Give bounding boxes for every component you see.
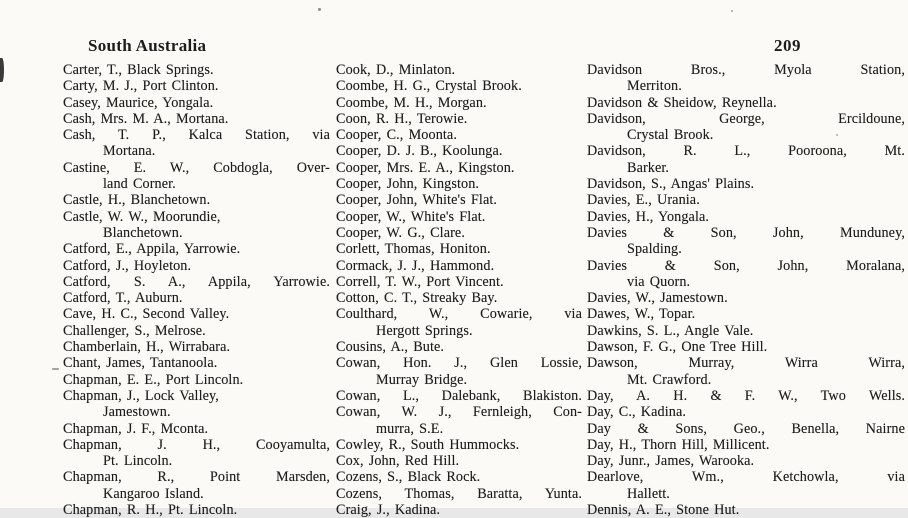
directory-entry-line: Davidson & Sheidow, Reynella. bbox=[587, 94, 777, 111]
directory-entry-line: Day, C., Kadina. bbox=[587, 404, 687, 421]
directory-entry-line: Dawkins, S. L., Angle Vale. bbox=[587, 322, 754, 339]
directory-entry-line: Dearlove, Wm., Ketchowla, via bbox=[587, 469, 905, 486]
directory-entry-line: Cave, H. C., Second Valley. bbox=[63, 306, 230, 323]
directory-entry-line: Dawson, Murray, Wirra Wirra, bbox=[587, 355, 905, 372]
directory-entry-line: Catford, T., Auburn. bbox=[63, 290, 183, 307]
directory-entry-line: Mortana. bbox=[103, 143, 156, 160]
directory-entry-line: Day, A. H. & F. W., Two Wells. bbox=[587, 387, 905, 404]
scan-artifact bbox=[836, 134, 838, 136]
directory-entry-line: Cowan, L., Dalebank, Blakiston. bbox=[336, 387, 582, 404]
directory-entry-line: Castle, H., Blanchetown. bbox=[63, 192, 211, 209]
directory-entry-line: Cozens, Thomas, Baratta, Yunta. bbox=[336, 485, 582, 502]
scan-artifact bbox=[318, 8, 321, 11]
directory-entry-line: Day, H., Thorn Hill, Millicent. bbox=[587, 436, 770, 453]
directory-entry-line: Day & Sons, Geo., Benella, Nairne bbox=[587, 420, 905, 437]
directory-entry-line-partial: Craig, J., Kadina. bbox=[336, 502, 441, 518]
directory-entry-line: Chapman, R., Point Marsden, bbox=[63, 469, 330, 486]
directory-entry-line: Kangaroo Island. bbox=[103, 485, 204, 502]
directory-entry-line: Cotton, C. T., Streaky Bay. bbox=[336, 290, 498, 307]
directory-entry-line: Coombe, H. G., Crystal Brook. bbox=[336, 78, 522, 95]
directory-entry-line-partial: Chapman, R. H., Pt. Lincoln. bbox=[63, 502, 238, 518]
scan-artifact bbox=[52, 368, 59, 370]
directory-column-3 bbox=[587, 62, 905, 518]
directory-entry-line: Cooper, C., Moonta. bbox=[336, 127, 457, 144]
directory-entry-line: Correll, T. W., Port Vincent. bbox=[336, 273, 504, 290]
directory-entry-line: Blanchetown. bbox=[103, 224, 183, 241]
directory-entry-line: Davies, E., Urania. bbox=[587, 192, 700, 209]
directory-entry-line: Jamestown. bbox=[103, 404, 171, 421]
directory-entry-line: Cozens, S., Black Rock. bbox=[336, 469, 481, 486]
directory-entry-line: Cooper, D. J. B., Koolunga. bbox=[336, 143, 503, 160]
directory-entry-line: Coon, R. H., Terowie. bbox=[336, 110, 468, 127]
directory-entry-line: Cash, Mrs. M. A., Mortana. bbox=[63, 110, 229, 127]
directory-entry-line: Cormack, J. J., Hammond. bbox=[336, 257, 495, 274]
directory-entry-line: Chapman, J. F., Mconta. bbox=[63, 420, 209, 437]
directory-column-2 bbox=[336, 62, 582, 518]
directory-entry-line: Chant, James, Tantanoola. bbox=[63, 355, 218, 372]
directory-entry-line: Cowley, R., South Hummocks. bbox=[336, 436, 520, 453]
directory-entry-line: Crystal Brook. bbox=[627, 127, 714, 144]
directory-entry-line: Cash, T. P., Kalca Station, via bbox=[63, 127, 330, 144]
directory-entry-line: Dawes, W., Topar. bbox=[587, 306, 696, 323]
directory-entry-line: Corlett, Thomas, Honiton. bbox=[336, 241, 491, 258]
page-number: 209 bbox=[774, 36, 801, 55]
directory-entry-line: Cowan, Hon. J., Glen Lossie, bbox=[336, 355, 582, 372]
page-title: South Australia bbox=[88, 36, 207, 55]
directory-entry-line: Castine, E. W., Cobdogla, Over- bbox=[63, 159, 330, 176]
directory-entry-line: Hergott Springs. bbox=[376, 322, 473, 339]
directory-entry-line: Cooper, W., White's Flat. bbox=[336, 208, 486, 225]
directory-entry-line: Mt. Crawford. bbox=[627, 371, 712, 388]
directory-entry-line: Carter, T., Black Springs. bbox=[63, 62, 214, 78]
directory-entry-line: Catford, E., Appila, Yarrowie. bbox=[63, 241, 241, 258]
directory-entry-line: Chapman, J. H., Cooyamulta, bbox=[63, 436, 330, 453]
directory-entry-line: via Quorn. bbox=[627, 273, 691, 290]
directory-entry-line: Casey, Maurice, Yongala. bbox=[63, 94, 214, 111]
directory-entry-line: Merriton. bbox=[627, 78, 682, 95]
directory-entry-line: Davies & Son, John, Moralana, bbox=[587, 257, 905, 274]
directory-entry-line: Day, Junr., James, Warooka. bbox=[587, 453, 755, 470]
directory-entry-line: Catford, J., Hoyleton. bbox=[63, 257, 192, 274]
directory-entry-line: Davidson, George, Ercildoune, bbox=[587, 110, 905, 127]
directory-entry-line-partial: Dennis, A. E., Stone Hut. bbox=[587, 502, 740, 518]
directory-entry-line: Davidson Bros., Myola Station, bbox=[587, 62, 905, 78]
directory-entry-line: Davies, W., Jamestown. bbox=[587, 290, 728, 307]
directory-entry-line: Pt. Lincoln. bbox=[103, 453, 173, 470]
directory-entry-line: Castle, W. W., Moorundie, bbox=[63, 208, 221, 225]
directory-entry-line: Cowan, W. J., Fernleigh, Con- bbox=[336, 404, 582, 421]
directory-entry-line: Chapman, E. E., Port Lincoln. bbox=[63, 371, 244, 388]
directory-entry-line: murra, S.E. bbox=[376, 420, 444, 437]
directory-entry-line: Cooper, W. G., Clare. bbox=[336, 224, 465, 241]
scan-artifact bbox=[731, 10, 733, 12]
directory-entry-line: Chamberlain, H., Wirrabara. bbox=[63, 339, 231, 356]
directory-entry-line: Davies & Son, John, Munduney, bbox=[587, 224, 905, 241]
directory-entry-line: Davidson, R. L., Pooroona, Mt. bbox=[587, 143, 905, 160]
directory-entry-line: Cooper, John, White's Flat. bbox=[336, 192, 498, 209]
directory-entry-line: Catford, S. A., Appila, Yarrowie. bbox=[63, 273, 330, 290]
scan-artifact bbox=[0, 58, 4, 82]
directory-entry-line: Challenger, S., Melrose. bbox=[63, 322, 206, 339]
directory-entry-line: Davies, H., Yongala. bbox=[587, 208, 710, 225]
directory-entry-line: land Corner. bbox=[103, 176, 176, 193]
directory-entry-line: Barker. bbox=[627, 159, 670, 176]
directory-entry-line: Coulthard, W., Cowarie, via bbox=[336, 306, 582, 323]
directory-entry-line: Dawson, F. G., One Tree Hill. bbox=[587, 339, 768, 356]
directory-entry-line: Chapman, J., Lock Valley, bbox=[63, 387, 219, 404]
directory-entry-line: Cook, D., Minlaton. bbox=[336, 62, 456, 78]
directory-entry-line: Carty, M. J., Port Clinton. bbox=[63, 78, 219, 95]
directory-entry-line: Cousins, A., Bute. bbox=[336, 339, 445, 356]
directory-column-1 bbox=[63, 62, 330, 518]
directory-entry-line: Cox, John, Red Hill. bbox=[336, 453, 460, 470]
directory-entry-line: Spalding. bbox=[627, 241, 682, 258]
directory-entry-line: Coombe, M. H., Morgan. bbox=[336, 94, 487, 111]
directory-entry-line: Cooper, John, Kingston. bbox=[336, 176, 480, 193]
directory-entry-line: Davidson, S., Angas' Plains. bbox=[587, 176, 755, 193]
directory-entry-line: Hallett. bbox=[627, 485, 670, 502]
directory-entry-line: Cooper, Mrs. E. A., Kingston. bbox=[336, 159, 515, 176]
directory-entry-line: Murray Bridge. bbox=[376, 371, 468, 388]
